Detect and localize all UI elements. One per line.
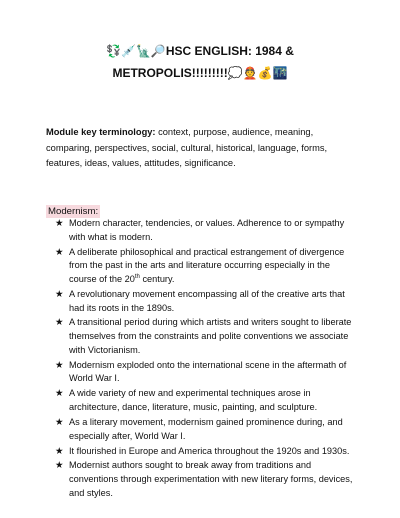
title-line-1 [40,40,360,62]
terminology-paragraph [46,125,358,172]
list-item: ★ A revolutionary movement encompassing all of the creative arts that had its roots in the 1890s. [55,288,345,313]
title-text-1: HSC ENGLISH: 1984 & [165,44,294,58]
star-icon: ★ [55,388,64,400]
star-icon: ★ [55,246,64,258]
list-item: ★ A transitional period during which artists and writers sought to liberate themselves from the constraints and polite conventions we associate with Victorianism. [55,317,352,355]
title-text-2: METROPOLIS!!!!!!!!! [112,66,228,80]
terminology-text: context, purpose, audience, meaning, comparing, perspectives, social, cultural, historical, language, forms, features, ideas, values, attitudes, significance. [46,127,328,168]
title-line-2 [40,62,360,84]
list-item: ★ A wide variety of new and experimental techniques arose in architecture, dance, literature, music, painting, and sculpture. [55,388,318,413]
list-item: ★ Modernist authors sought to break away from traditions and conventions through experimentation with new literary forms, devices, and styles. [55,460,353,498]
star-icon: ★ [55,445,64,457]
star-icon: ★ [55,416,64,428]
star-icon: ★ [55,288,64,300]
star-icon: ★ [55,317,64,329]
list-item: ★ Modernism exploded onto the international scene in the aftermath of World War I. [55,359,347,384]
star-icon: ★ [55,359,64,371]
title-emoji-right: 💭👲💰🌃 [227,66,288,80]
ordinal-suffix: th [134,273,140,280]
title-emoji-left: 💱💉🗽🔎 [106,44,166,58]
page-title [40,40,360,84]
modernism-list [55,217,355,502]
star-icon: ★ [55,218,64,229]
list-item: ★ It flourished in Europe and America throughout the 1920s and 1930s. [55,445,350,457]
list-item: ★ Modern character, tendencies, or values. Adherence to or sympathy with what is modern. [55,218,345,242]
terminology-label: Module key terminology: [46,127,156,137]
star-icon: ★ [55,460,64,472]
modernism-heading: Modernism: [48,206,99,217]
list-item: ★ A deliberate philosophical and practical estrangement of divergence from the past in the arts and literature occurring especially in the course of the 20th century. [55,246,345,284]
list-item: ★ As a literary movement, modernism gained prominence during, and especially after, World War I. [55,416,343,441]
